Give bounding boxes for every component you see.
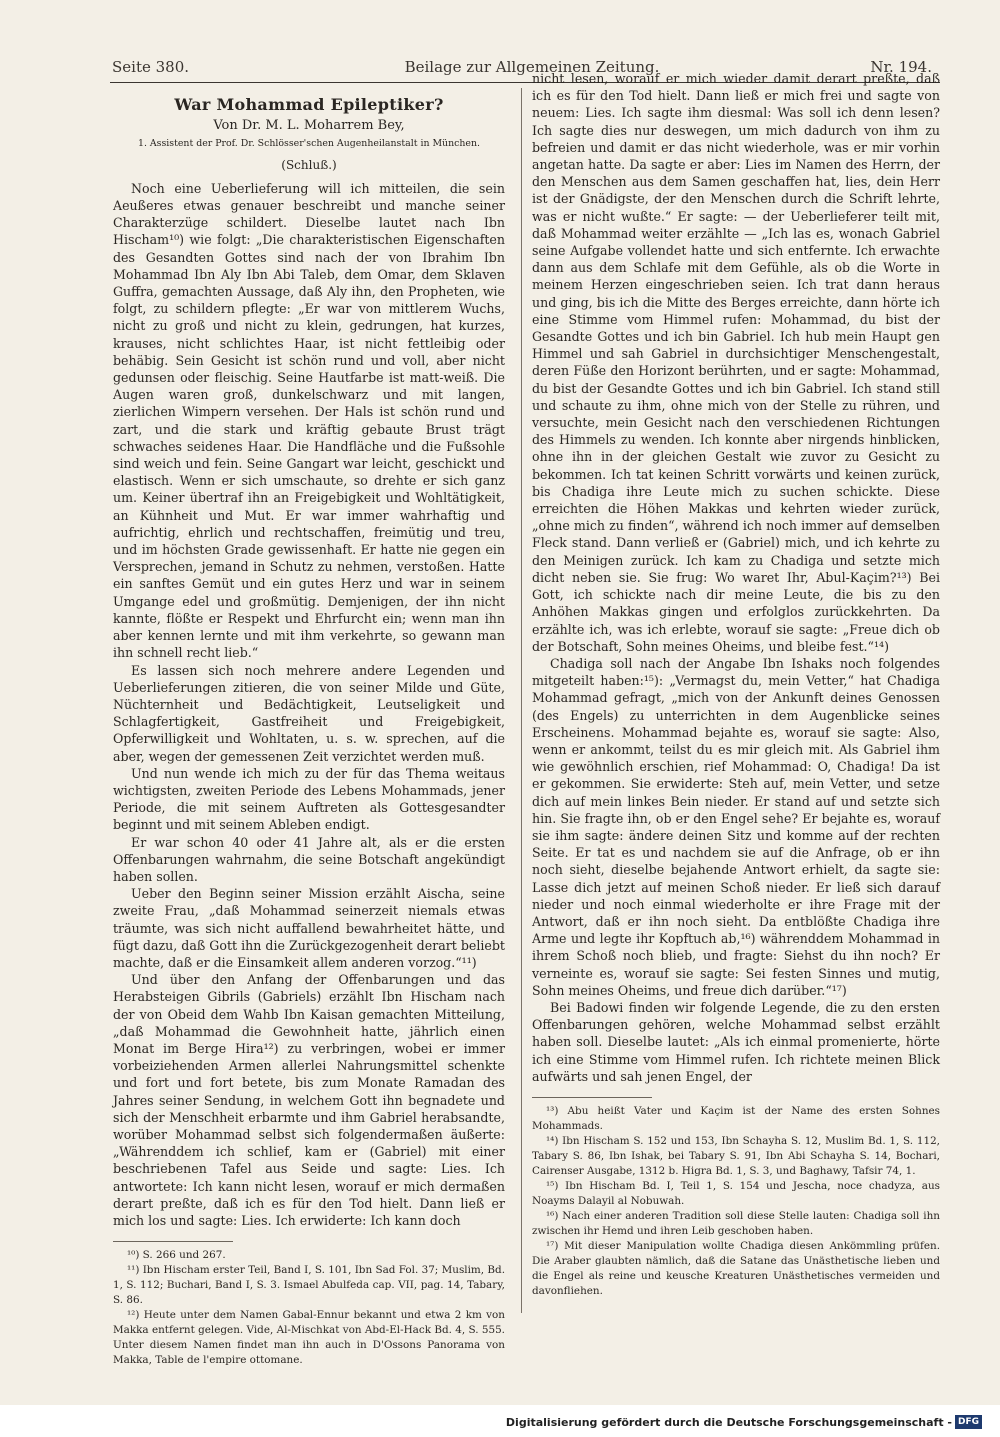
- paragraph: Es lassen sich noch mehrere andere Legenden und Ueberlieferungen zitieren, die von seiner Milde und Güte, Nüchternheit und Bedächtigkeit, Leutseligkeit und Schlagfertigkeit, Gastfreiheit und Freigebigkeit, Opferwilligkeit und Wohltaten, u. s. w. sprechen, auf die aber, wegen der gemessenen Zeit verzichtet werden muß.: [113, 662, 505, 764]
- conclusion-mark: (Schluß.): [281, 157, 337, 172]
- paragraph: Ueber den Beginn seiner Mission erzählt Aischa, seine zweite Frau, „daß Mohammad seinerzeit niemals etwas träumte, was sich nicht auffallend bewahrheitet hätte, und fügt dazu, daß Gott ihn die Zurückgezogenheit derart beliebt machte, daß er die Einsamkeit allem anderen vorzog.“¹¹): [113, 886, 505, 970]
- column-divider: [521, 88, 522, 1313]
- paragraph: Und nun wende ich mich zu der für das Thema weitaus wichtigsten, zweiten Periode des Lebens Mohammads, jener Periode, die mit seinem Auftreten als Gottesgesandter beginnt und mit seinem Ableben endigt.: [113, 765, 505, 833]
- footnote: ¹²) Heute unter dem Namen Gabal-Ennur bekannt und etwa 2 km von Makka entfernt gelegen. Vide, Al-Mischkat von Abd-El-Hack Bd. 4, S. 555. Unter diesem Namen findet man ihn auch in D'Ossons Panorama von Makka, Table de l'empire ottomane.: [113, 1309, 505, 1367]
- dfg-logo-icon: DFG: [955, 1415, 982, 1429]
- footnote: ¹⁴) Ibn Hischam S. 152 und 153, Ibn Schayha S. 12, Muslim Bd. 1, S. 112, Tabary S. 86, Ibn Ishak, bei Tabary S. 91, Ibn Abi Schayha S. 14, Bochari, Cairenser Ausgabe, 1312 b. Higra Bd. 1, S. 3, und Baghawy, Tafsir 74, 1.: [532, 1134, 940, 1177]
- right-column: [532, 70, 940, 1299]
- footnote: ¹⁵) Ibn Hischam Bd. I, Teil 1, S. 154 und Jescha, noce chadyza, aus Noayms Dalayil al Nobuwah.: [532, 1179, 940, 1207]
- publication-title: Beilage zur Allgemeinen Zeitung.: [404, 58, 660, 76]
- paragraph: Chadiga soll nach der Angabe Ibn Ishaks noch folgendes mitgeteilt haben:¹⁵): „Vermagst du, mein Vetter,“ hat Chadiga Mohammad gefragt, „mich von der Ankunft deines Genossen (des Engels) zu unterrichten in dem Augenblicke seines Erscheinens. Mohammad bejahte es, worauf sie sagte: Also, wenn er ankommt, teilst du es mir gleich mit. Als Gabriel ihm wie gewöhnlich erschien, rief Mohammad: O, Chadiga! Da ist er gekommen. Sie erwiderte: Steh auf, mein Vetter, und setze dich auf mein linkes Bein nieder. Er stand auf und setzte sich hin. Sie fragte ihn, ob er den Engel sehe? Er bejahte es, worauf sie ihm sagte: ändere deinen Sitz und komme auf der rechten Seite. Er tat es und nachdem sie auf die Anfrage, ob er ihn noch sieht, dieselbe bejahende Antwort erhielt, da sagte sie: Lasse dich jetzt auf meinen Schoß nieder. Er ließ sich darauf nieder und noch einmal wiederholte er ihre Frage mit der Antwort, daß er ihn noch sieht. Da entblößte Chadiga ihre Arme und legte ihr Kopftuch ab,¹⁶) währenddem Mohammad in ihrem Schoß noch blieb, und fragte: Siehst du ihn noch? Er verneinte es, worauf sie sagte: Sei festen Sinnes und mutig, Sohn meines Oheims, und freue dich darüber.“¹⁷): [532, 655, 940, 998]
- credit-text: Digitalisierung gefördert durch die Deutsche Forschungsgemeinschaft -: [505, 1415, 952, 1429]
- paragraph: Und über den Anfang der Offenbarungen und das Herabsteigen Gibrils (Gabriels) erzählt Ibn Hischam nach der von Obeid dem Wahb Ibn Kaisan gemachten Mitteilung, „daß Mohammad die Gewohnheit hatte, jährlich einen Monat im Berge Hira¹²) zu verbringen, wobei er immer vorbeiziehenden Armen allerlei Nahrungsmittel schenkte und fort und fort betete, bis zum Monate Ramadan des Jahres seiner Sendung, in welchem Gott ihn begnadete und sich der Menschheit erbarmte und ihm Gabriel herabsandte, worüber Mohammad selbst sich folgendermaßen äußerte: „Währenddem ich schlief, kam er (Gabriel) mit einer beschriebenen Tafel aus Seide und sagte: Lies. Ich antwortete: Ich kann nicht lesen, worauf er mich dermaßen derart preßte, daß ich es für den Tod hielt. Dann ließ er mich los und sagte: Lies. Ich erwiderte: Ich kann doch: [113, 972, 505, 1228]
- footnote: ¹⁰) S. 266 und 267.: [127, 1249, 226, 1262]
- author-affiliation: 1. Assistent der Prof. Dr. Schlösser'schen Augenheilanstalt in München.: [137, 138, 480, 150]
- left-column: [113, 96, 505, 1368]
- issue-number: Nr. 194.: [870, 58, 932, 76]
- paragraph: nicht lesen, worauf er mich wieder damit derart preßte, daß ich es für den Tod hielt. Dann ließ er mich frei und sagte von neuem: Lies. Ich sagte ihm diesmal: Was soll ich denn lesen? Ich sagte dies nur deswegen, um mich dadurch von ihm zu befreien und damit er das nicht wiederhole, was er mir vorhin angetan hatte. Da sagte er aber: Lies im Namen des Herrn, der den Menschen aus dem Samen geschaffen hat, lies, dein Herr ist der Gnädigste, der den Menschen durch die Schrift lehrte, was er nicht wußte.“ Er sagte: — der Ueberlieferer teilt mit, daß Mohammad weiter erzählte — „Ich las es, wonach Gabriel seine Aufgabe vollendet hatte und sich entfernte. Ich erwachte dann aus dem Schlafe mit dem Gefühle, als ob die Worte in meinem Herzen eingeschrieben seien. Ich trat dann heraus und ging, bis ich die Mitte des Berges erreichte, dann hörte ich eine Stimme vom Himmel rufen: Mohammad, du bist der Gesandte Gottes und ich bin Gabriel. Ich hub mein Haupt gen Himmel und sah Gabriel in durchsichtiger Menschengestalt, deren Füße den Horizont berührten, und er sagte: Mohammad, du bist der Gesandte Gottes und ich bin Gabriel. Ich stand still und schaute zu ihm, ohne mich von der Stelle zu rühren, und versuchte, mein Gesicht nach den verschiedenen Richtungen des Himmels zu wenden. Ich konnte aber nirgends hinblicken, ohne ihn in der gleichen Gestalt wie zuvor zu Gesicht zu bekommen. Ich tat keinen Schritt vorwärts und keinen zurück, bis Chadiga ihre Leute mich zu suchen schickte. Diese erreichten die Höhen Makkas und kehrten wieder zurück, „ohne mich zu finden“, während ich noch immer auf demselben Fleck stand. Dann verließ er (Gabriel) mich, und ich kehrte zu den Meinigen zurück. Ich kam zu Chadiga und setzte mich dicht neben sie. Sie frug: Wo waret Ihr, Abul-Kaçim?¹³) Bei Gott, ich schickte nach dir meine Leute, die bis zu den Anhöhen Makkas gingen und erfolglos zurückkehrten. Da erzählte ich, was ich erlebte, worauf sie sagte: „Freue dich ob der Botschaft, Sohn meines Oheims, und bleibe fest.“¹⁴): [532, 71, 940, 654]
- paragraph: Noch eine Ueberlieferung will ich mitteilen, die sein Aeußeres etwas genauer beschreibt und manche seiner Charakterzüge schildert. Dieselbe lautet nach Ibn Hischam¹⁰) wie folgt: „Die charakteristischen Eigenschaften des Gesandten Gottes sind nach der von Ibrahim Ibn Mohammad Ibn Aly Ibn Abi Taleb, dem Omar, dem Sklaven Guffra, gemachten Aussage, daß Aly ihn, den Propheten, wie folgt, zu schildern pflegte: „Er war von mittlerem Wuchs, nicht zu groß und nicht zu klein, gedrungen, hat kurzes, krauses, nicht schlichtes Haar, ist nicht fettleibig oder behäbig. Sein Gesicht ist schön rund und voll, aber nicht gedunsen oder fleischig. Seine Hautfarbe ist matt-weiß. Die Augen waren groß, dunkelschwarz und mit langen, zierlichen Wimpern versehen. Der Hals ist schön rund und zart, und die stark und kräftig gebaute Brust trägt schwaches seidenes Haar. Die Handfläche und die Fußsohle sind weich und fein. Seine Gangart war leicht, geschickt und elastisch. Wenn er sich umschaute, so drehte er sich ganz um. Keiner übertraf ihn an Freigebigkeit und Wohltätigkeit, an Kühnheit und Mut. Er war immer wahrhaftig und aufrichtig, ehrlich und rechtschaffen, freimütig und treu, und im höchsten Grade gewissenhaft. Er hatte nie gegen ein Versprechen, jemand in Schutz zu nehmen, verstoßen. Hatte ein sanftes Gemüt und ein gutes Herz und war in seinem Umgange edel und großmütig. Demjenigen, der ihn nicht kannte, flößte er Respekt und Ehrfurcht ein; wenn man ihn aber kennen lernte und mit ihm verkehrte, so gewann man ihn schnell recht lieb.“: [113, 180, 505, 661]
- article-title: War Mohammad Epileptiker?: [174, 95, 444, 114]
- footnote: ¹⁷) Mit dieser Manipulation wollte Chadiga diesen Ankömmling prüfen. Die Araber glaubten nämlich, daß die Satane das Unästhetische lieben und die Engel als reine und keusche Kreaturen Unästhetisches vermeiden und davonfliehen.: [532, 1239, 940, 1297]
- footnote-rule: [532, 1097, 652, 1098]
- paragraph: Bei Badowi finden wir folgende Legende, die zu den ersten Offenbarungen gehören, welche Mohammad selbst erzählt haben soll. Dieselbe lautet: „Als ich einmal promenierte, hörte ich eine Stimme vom Himmel rufen. Ich richtete meinen Blick aufwärts und sah jenen Engel, der: [532, 999, 940, 1084]
- footnote: ¹¹) Ibn Hischam erster Teil, Band I, S. 101, Ibn Sad Fol. 37; Muslim, Bd. 1, S. 112; Buchari, Band I, S. 3. Ismael Abulfeda cap. VII, pag. 14, Tabary, S. 86.: [113, 1264, 505, 1307]
- paragraph: Er war schon 40 oder 41 Jahre alt, als er die ersten Offenbarungen wahrnahm, die seine Botschaft angekündigt haben sollen.: [113, 834, 505, 884]
- footnote-rule: [113, 1241, 233, 1242]
- page-number: Seite 380.: [112, 58, 190, 76]
- article-byline: Von Dr. M. L. Moharrem Bey,: [213, 118, 405, 134]
- footnote: ¹³) Abu heißt Vater und Kaçim ist der Name des ersten Sohnes Mohammads.: [532, 1104, 940, 1132]
- digitization-credit: [506, 1414, 982, 1430]
- footnote: ¹⁶) Nach einer anderen Tradition soll diese Stelle lauten: Chadiga soll ihn zwischen ihr Hemd und ihren Leib geschoben haben.: [532, 1209, 940, 1237]
